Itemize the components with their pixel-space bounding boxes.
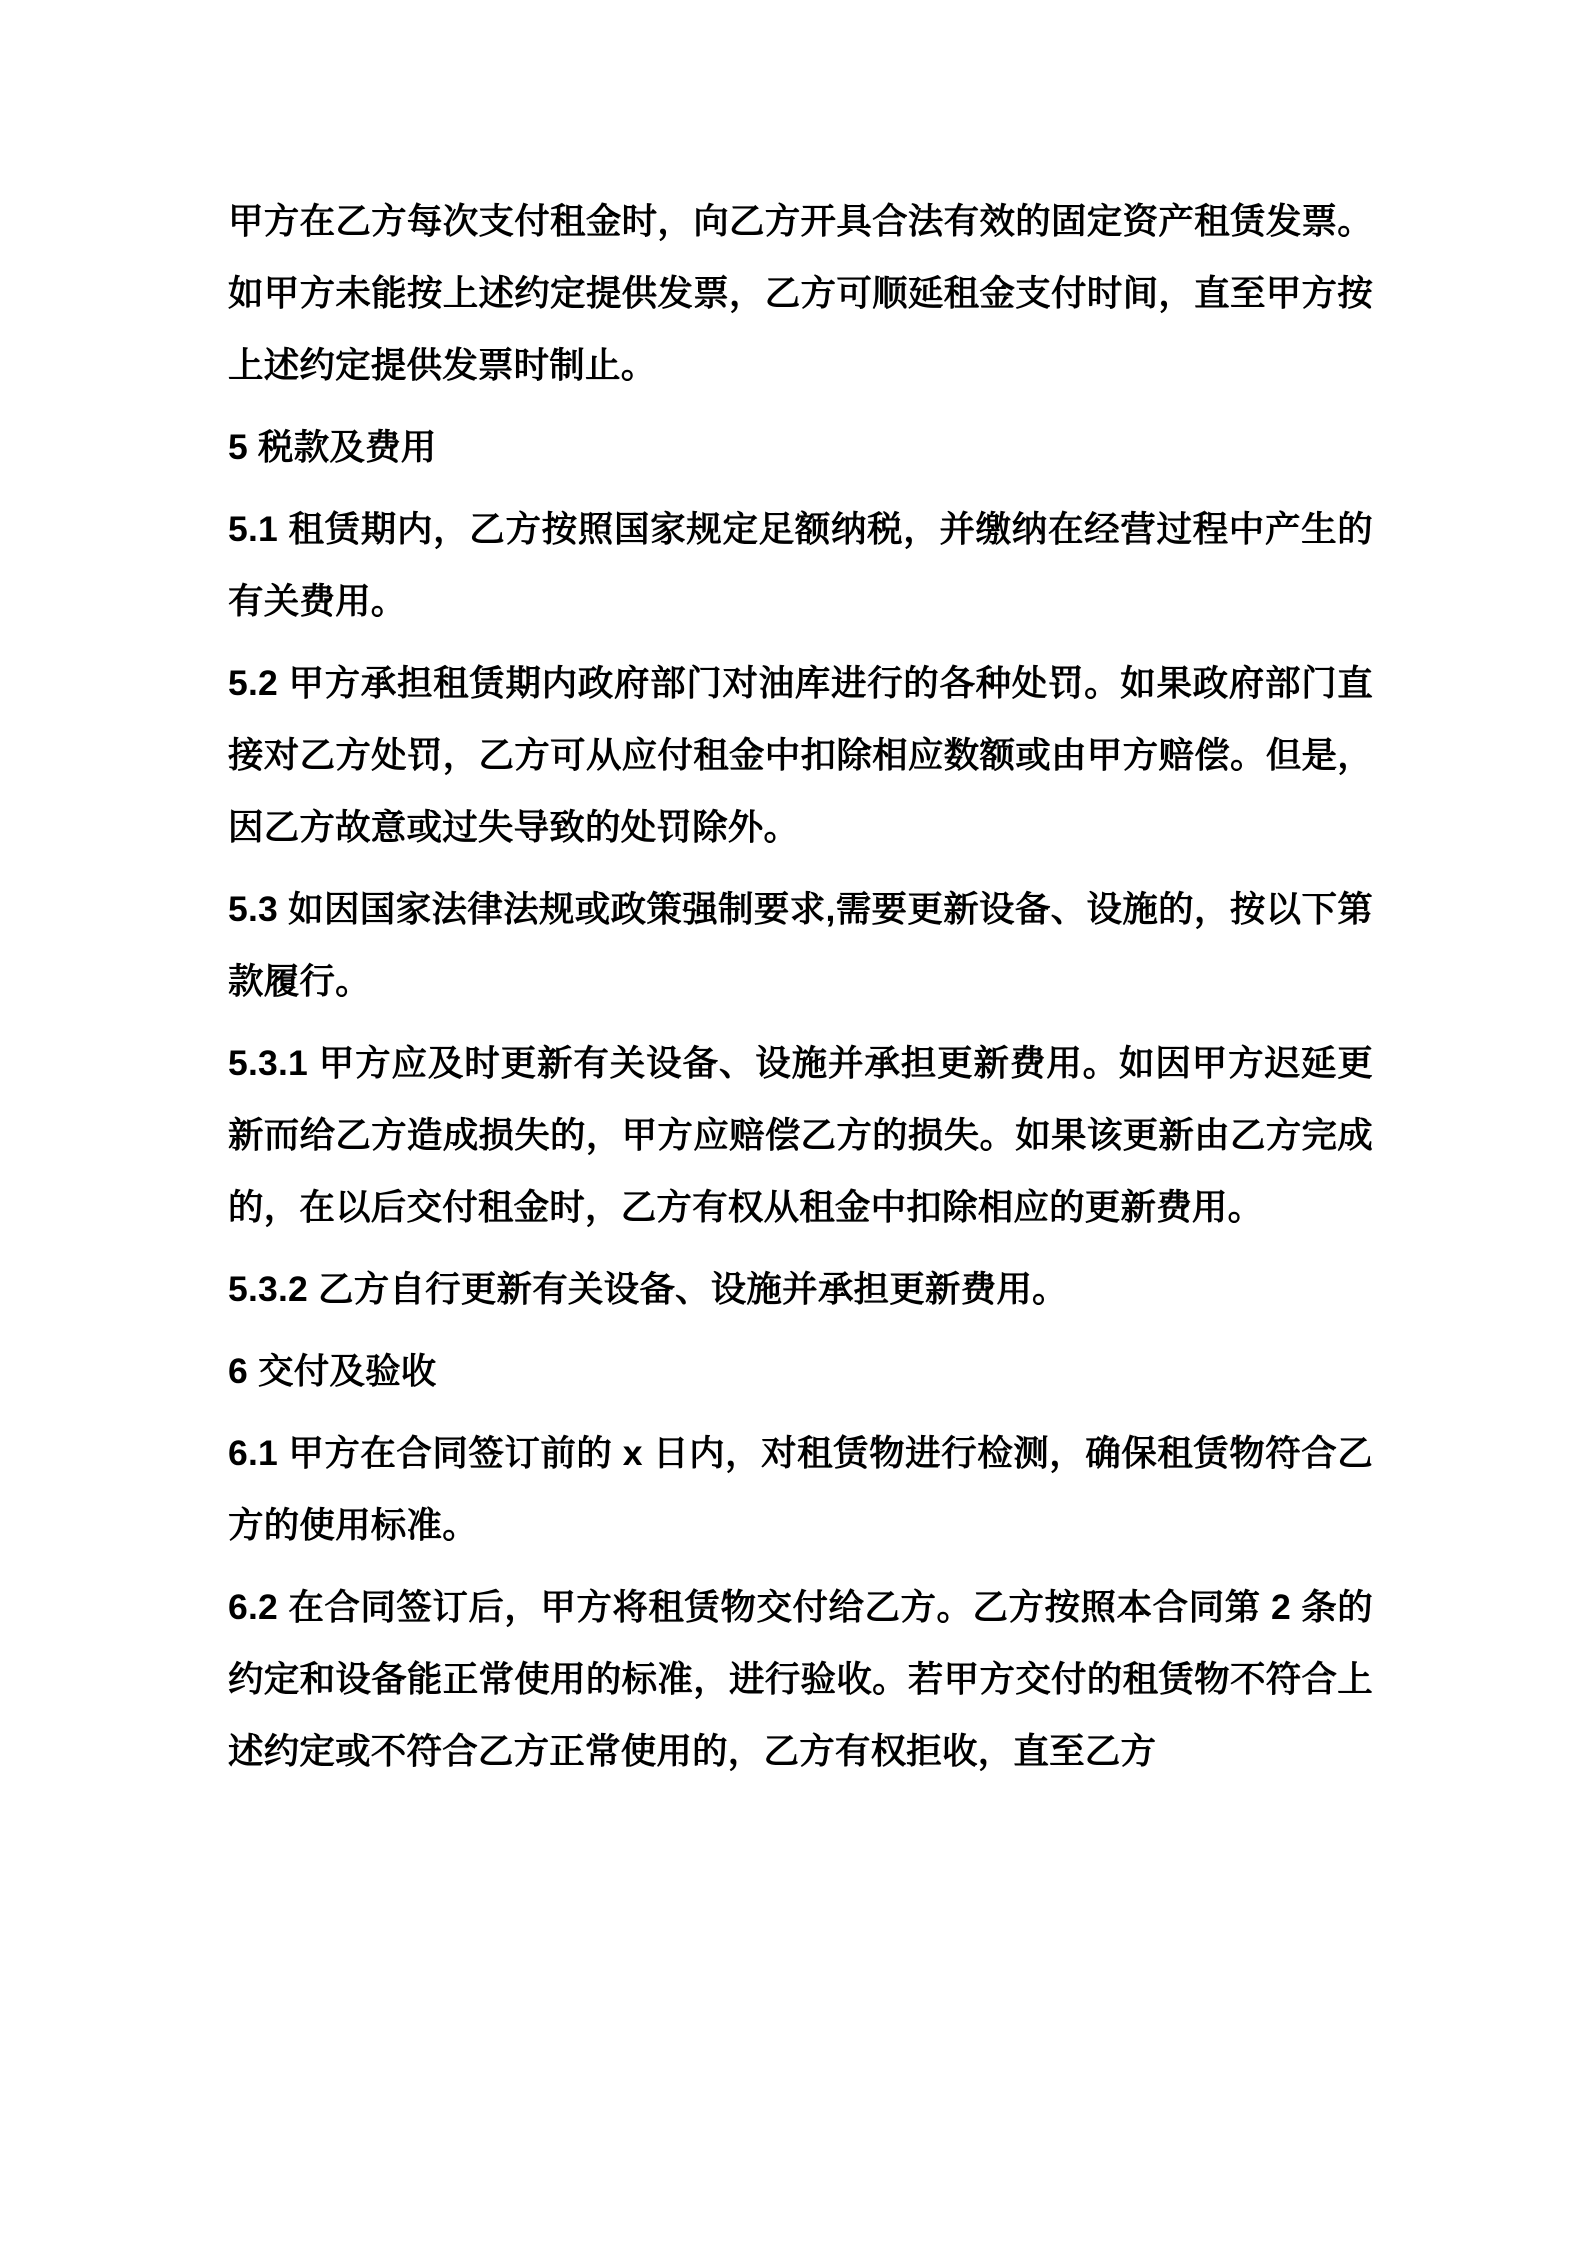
- paragraph-5-1: 5.1 租赁期内，乙方按照国家规定足额纳税，并缴纳在经营过程中产生的有关费用。: [228, 509, 1373, 621]
- paragraph-5-3-2: 5.3.2 乙方自行更新有关设备、设施并承担更新费用。: [228, 1269, 1068, 1309]
- document-body: [228, 185, 1373, 1787]
- paragraph-5-3: 5.3 如因国家法律法规或政策强制要求,需要更新设备、设施的，按以下第款履行。: [228, 889, 1373, 1001]
- paragraph-5-2: 5.2 甲方承担租赁期内政府部门对油库进行的各种处罚。如果政府部门直接对乙方处罚，乙方可从应付租金中扣除相应数额或由甲方赔偿。但是，因乙方故意或过失导致的处罚除外。: [228, 663, 1373, 847]
- paragraph-6-2: 6.2 在合同签订后，甲方将租赁物交付给乙方。乙方按照本合同第 2 条的约定和设备能正常使用的标准，进行验收。若甲方交付的租赁物不符合上述约定或不符合乙方正常使用的，乙方有权拒收，直至乙方: [228, 1587, 1373, 1771]
- paragraph-6-1: 6.1 甲方在合同签订前的 x 日内，对租赁物进行检测，确保租赁物符合乙方的使用标准。: [228, 1433, 1373, 1545]
- paragraph-5-3-1: 5.3.1 甲方应及时更新有关设备、设施并承担更新费用。如因甲方迟延更新而给乙方造成损失的，甲方应赔偿乙方的损失。如果该更新由乙方完成的，在以后交付租金时，乙方有权从租金中扣除相应的更新费用。: [228, 1043, 1373, 1227]
- section-heading-6: 6 交付及验收: [228, 1351, 437, 1391]
- paragraph-invoice: 甲方在乙方每次支付租金时，向乙方开具合法有效的固定资产租赁发票。如甲方未能按上述约定提供发票，乙方可顺延租金支付时间，直至甲方按上述约定提供发票时制止。: [228, 201, 1373, 385]
- section-heading-5: 5 税款及费用: [228, 427, 437, 467]
